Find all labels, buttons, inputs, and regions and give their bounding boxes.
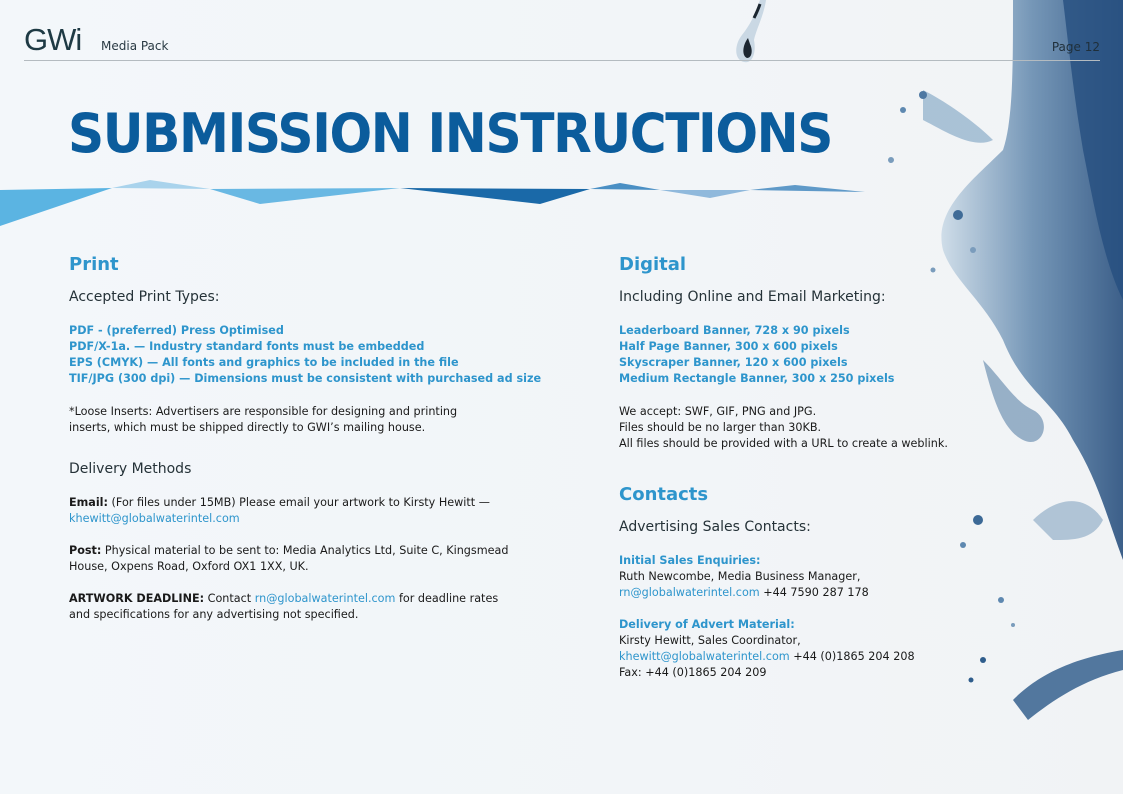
list-item: Skyscraper Banner, 120 x 600 pixels — [619, 356, 848, 369]
deadline-label: ARTWORK DEADLINE: — [69, 592, 205, 605]
list-item: Medium Rectangle Banner, 300 x 250 pixels — [619, 372, 895, 385]
note-line: *Loose Inserts: Advertisers are responsible for designing and printing — [69, 405, 458, 418]
post-text: Physical material to be sent to: Media Analytics Ltd, Suite C, Kingsmead — [101, 544, 509, 557]
deadline-email-link[interactable]: rn@globalwaterintel.com — [254, 592, 396, 605]
deadline-text-line2: and specifications for any advertising not specified. — [69, 608, 359, 621]
digital-subheading: Including Online and Email Marketing: — [619, 289, 886, 305]
contact-label: Delivery of Advert Material: — [619, 618, 795, 631]
initial-sales-contact — [619, 553, 979, 601]
email-link[interactable]: khewitt@globalwaterintel.com — [69, 512, 240, 525]
banner-sizes-list — [619, 323, 979, 387]
email-method — [69, 495, 529, 527]
contact-fax: Fax: +44 (0)1865 204 209 — [619, 666, 767, 679]
header-divider — [24, 60, 1100, 61]
email-label: Email: — [69, 496, 108, 509]
list-item: EPS (CMYK) — All fonts and graphics to be included in the file — [69, 356, 459, 369]
post-text-line2: House, Oxpens Road, Oxford OX1 1XX, UK. — [69, 560, 309, 573]
contact-email-link[interactable]: khewitt@globalwaterintel.com — [619, 650, 790, 663]
deadline-text: Contact — [204, 592, 255, 605]
digital-heading: Digital — [619, 254, 687, 275]
note-line: All files should be provided with a URL to create a weblink. — [619, 437, 948, 450]
print-column — [69, 254, 542, 639]
contact-phone: +44 7590 287 178 — [759, 586, 869, 599]
page-number: Page 12 — [1051, 40, 1100, 54]
decorative-triangle-band — [0, 180, 900, 240]
digital-column — [619, 254, 979, 697]
print-subheading: Accepted Print Types: — [69, 289, 220, 305]
list-item: TIF/JPG (300 dpi) — Dimensions must be consistent with purchased ad size — [69, 372, 542, 385]
delivery-contact — [619, 617, 979, 681]
artwork-deadline — [69, 591, 529, 623]
post-method — [69, 543, 529, 575]
contacts-heading: Contacts — [619, 484, 709, 505]
print-heading: Print — [69, 254, 119, 275]
list-item: PDF/X-1a. — Industry standard fonts must be embedded — [69, 340, 425, 353]
delivery-heading: Delivery Methods — [69, 461, 192, 477]
post-label: Post: — [69, 544, 102, 557]
contact-name: Kirsty Hewitt, Sales Coordinator, — [619, 634, 801, 647]
note-line: inserts, which must be shipped directly to GWI’s mailing house. — [69, 421, 426, 434]
contact-name: Ruth Newcombe, Media Business Manager, — [619, 570, 861, 583]
header-subtitle: Media Pack — [101, 39, 169, 53]
list-item: Half Page Banner, 300 x 600 pixels — [619, 340, 838, 353]
page-title: SUBMISSION INSTRUCTIONS — [68, 102, 833, 165]
note-line: We accept: SWF, GIF, PNG and JPG. — [619, 405, 817, 418]
page-header — [24, 22, 1100, 62]
email-text: (For files under 15MB) Please email your artwork to Kirsty Hewitt — — [108, 496, 490, 509]
contact-phone: +44 (0)1865 204 208 — [789, 650, 915, 663]
loose-inserts-note — [69, 404, 529, 436]
note-line: Files should be no larger than 30KB. — [619, 421, 822, 434]
contact-label: Initial Sales Enquiries: — [619, 554, 761, 567]
contacts-subheading: Advertising Sales Contacts: — [619, 519, 811, 535]
list-item: PDF - (preferred) Press Optimised — [69, 324, 284, 337]
list-item: Leaderboard Banner, 728 x 90 pixels — [619, 324, 850, 337]
digital-notes — [619, 404, 979, 452]
gwi-logo: GWi — [24, 22, 82, 57]
print-types-list — [69, 323, 542, 387]
contact-email-link[interactable]: rn@globalwaterintel.com — [619, 586, 760, 599]
deadline-text: for deadline rates — [395, 592, 499, 605]
